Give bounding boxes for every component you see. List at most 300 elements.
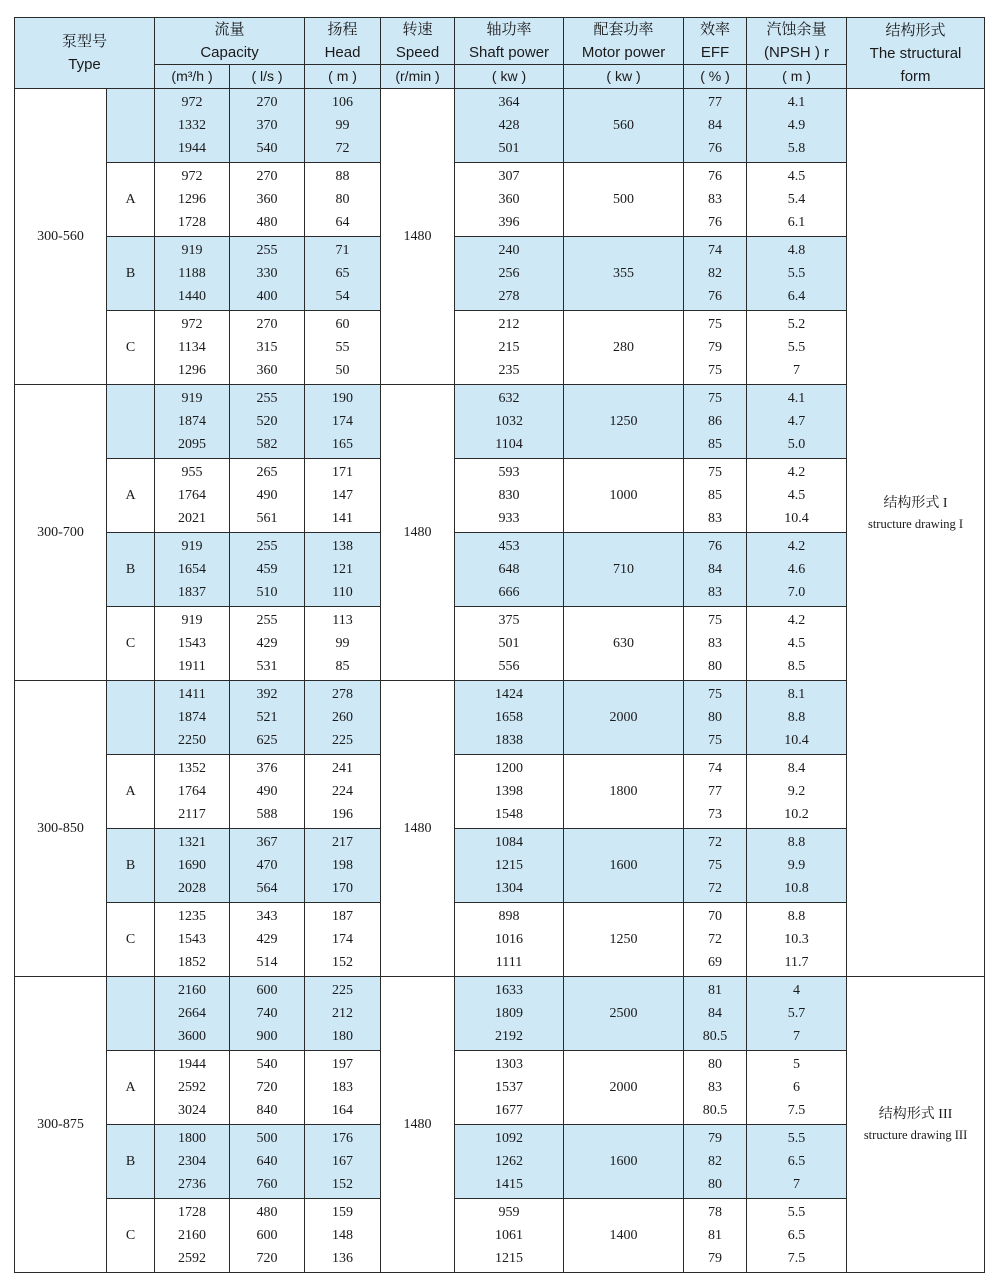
eff-unit: ( % )	[684, 65, 747, 89]
head-cell-value: 72	[335, 141, 350, 156]
capacity-m3h-cell	[155, 755, 230, 829]
eff-cell-value: 75	[708, 317, 723, 332]
npsh-cell	[747, 311, 847, 385]
shaft-power-cell	[455, 829, 564, 903]
capacity-ls-cell-value: 720	[256, 1251, 278, 1266]
shaft-power-cell-value: 1104	[495, 437, 523, 452]
capacity-m3h-cell	[155, 1051, 230, 1125]
eff-cell-value: 81	[708, 1228, 723, 1243]
shaft-power-cell-value: 375	[498, 613, 520, 628]
eff-cell-value: 82	[708, 1154, 723, 1169]
eff-cell-value: 80	[708, 1177, 723, 1192]
shaft-power-cell-value: 1262	[495, 1154, 524, 1169]
shaft-power-cell-value: 453	[498, 539, 520, 554]
shaft-power-cell-value: 1032	[495, 414, 524, 429]
npsh-cell-value: 10.3	[784, 932, 809, 947]
eff-cell-value: 86	[708, 414, 723, 429]
eff-cell-value: 74	[708, 243, 723, 258]
capacity-ls-cell-value: 540	[256, 1057, 278, 1072]
shaft-power-cell	[455, 755, 564, 829]
head-cell-value: 212	[332, 1006, 354, 1021]
capacity-ls-cell-value: 520	[256, 414, 278, 429]
shaft-power-cell-value: 1677	[495, 1103, 524, 1118]
shaft-power-unit: ( kw )	[455, 65, 564, 89]
npsh-cell-value: 8.8	[787, 835, 806, 850]
eff-cell	[684, 533, 747, 607]
capacity-m3h-cell-value: 955	[181, 465, 203, 480]
eff-cell-value: 75	[708, 687, 723, 702]
motor-power-cell: 1000	[564, 459, 684, 533]
shaft-power-cell-value: 1415	[495, 1177, 524, 1192]
motor-power-header: 配套功率 Motor power	[564, 18, 684, 65]
eff-cell-value: 83	[708, 1080, 723, 1095]
capacity-ls-cell-value: 561	[256, 511, 278, 526]
capacity-m3h-cell-value: 1654	[178, 562, 207, 577]
npsh-cell-value: 4.1	[787, 95, 806, 110]
eff-cell-value: 78	[708, 1205, 723, 1220]
npsh-cell-value: 10.4	[784, 511, 809, 526]
shaft-power-cell	[455, 311, 564, 385]
npsh-cell	[747, 829, 847, 903]
capacity-ls-cell-value: 360	[256, 363, 278, 378]
pump-type-cell: 300-700	[15, 385, 107, 681]
shaft-power-cell-value: 898	[498, 909, 520, 924]
head-cell-value: 174	[332, 414, 354, 429]
structure-cell	[847, 977, 985, 1273]
capacity-ls-cell-value: 900	[256, 1029, 278, 1044]
variant-suffix-cell: C	[107, 311, 155, 385]
capacity-m3h-cell	[155, 385, 230, 459]
npsh-cell-value: 6.1	[787, 215, 806, 230]
capacity-m3h-cell-value: 972	[181, 169, 203, 184]
variant-suffix-cell	[107, 681, 155, 755]
capacity-m3h-cell	[155, 311, 230, 385]
eff-cell-value: 75	[708, 465, 723, 480]
npsh-cell	[747, 89, 847, 163]
capacity-ls-cell-value: 255	[256, 391, 278, 406]
capacity-m3h-cell-value: 919	[181, 243, 203, 258]
capacity-ls-cell-value: 270	[256, 169, 278, 184]
capacity-m3h-cell-value: 1440	[178, 289, 207, 304]
speed-cell: 1480	[381, 681, 455, 977]
shaft-power-cell-value: 648	[498, 562, 520, 577]
shaft-power-cell-value: 240	[498, 243, 520, 258]
capacity-m3h-cell-value: 919	[181, 391, 203, 406]
head-cell-value: 197	[332, 1057, 354, 1072]
npsh-cell-value: 8.4	[787, 761, 806, 776]
capacity-m3h-cell-value: 1874	[178, 414, 207, 429]
eff-cell	[684, 385, 747, 459]
npsh-unit: ( m )	[747, 65, 847, 89]
head-cell-value: 167	[332, 1154, 354, 1169]
head-cell-value: 99	[335, 636, 350, 651]
capacity-m3h-cell-value: 1321	[178, 835, 207, 850]
eff-cell-value: 77	[708, 95, 723, 110]
capacity-m3h-cell-value: 1800	[178, 1131, 207, 1146]
shaft-power-cell	[455, 533, 564, 607]
variant-suffix-cell: C	[107, 903, 155, 977]
npsh-cell-value: 7	[793, 1029, 801, 1044]
capacity-ls-cell-value: 429	[256, 932, 278, 947]
eff-cell-value: 75	[708, 613, 723, 628]
head-cell	[305, 829, 381, 903]
npsh-cell-value: 7.5	[787, 1251, 806, 1266]
eff-cell-value: 79	[708, 1131, 723, 1146]
head-cell-value: 136	[332, 1251, 354, 1266]
capacity-m3h-cell-value: 1690	[178, 858, 207, 873]
shaft-power-cell-value: 666	[498, 585, 520, 600]
capacity-header: 流量 Capacity	[155, 18, 305, 65]
capacity-ls-cell	[230, 89, 305, 163]
head-cell-value: 147	[332, 488, 354, 503]
capacity-m3h-cell-value: 2304	[178, 1154, 207, 1169]
capacity-ls-cell-value: 480	[256, 215, 278, 230]
shaft-power-cell-value: 2192	[495, 1029, 524, 1044]
motor-power-cell: 2000	[564, 1051, 684, 1125]
npsh-cell-value: 4.2	[787, 539, 806, 554]
capacity-ls-cell-value: 315	[256, 340, 278, 355]
npsh-cell	[747, 459, 847, 533]
head-cell	[305, 755, 381, 829]
head-cell	[305, 607, 381, 681]
shaft-power-cell	[455, 237, 564, 311]
capacity-m3h-cell-value: 1852	[178, 955, 207, 970]
npsh-cell-value: 5.5	[787, 1205, 806, 1220]
eff-cell-value: 85	[708, 488, 723, 503]
npsh-cell	[747, 755, 847, 829]
capacity-ls-cell-value: 392	[256, 687, 278, 702]
head-cell-value: 88	[335, 169, 350, 184]
shaft-power-cell	[455, 385, 564, 459]
npsh-cell-value: 4.5	[787, 488, 806, 503]
head-cell-value: 110	[332, 585, 353, 600]
head-cell-value: 121	[332, 562, 354, 577]
head-cell	[305, 89, 381, 163]
capacity-ls-cell-value: 360	[256, 192, 278, 207]
shaft-power-cell-value: 1304	[495, 881, 524, 896]
npsh-cell-value: 4.7	[787, 414, 806, 429]
capacity-ls-cell-value: 270	[256, 317, 278, 332]
capacity-m3h-cell	[155, 533, 230, 607]
npsh-cell-value: 10.8	[784, 881, 809, 896]
capacity-ls-cell-value: 400	[256, 289, 278, 304]
capacity-m3h-cell	[155, 237, 230, 311]
capacity-ls-cell	[230, 385, 305, 459]
capacity-ls-cell	[230, 533, 305, 607]
eff-cell	[684, 1051, 747, 1125]
npsh-cell-value: 5.7	[787, 1006, 806, 1021]
variant-row	[15, 533, 985, 607]
variant-suffix-cell: A	[107, 1051, 155, 1125]
head-cell-value: 65	[335, 266, 350, 281]
eff-cell-value: 84	[708, 562, 723, 577]
variant-suffix-cell: B	[107, 1125, 155, 1199]
head-cell-value: 174	[332, 932, 354, 947]
shaft-power-cell-value: 307	[498, 169, 520, 184]
shaft-power-cell-value: 364	[498, 95, 520, 110]
head-cell	[305, 977, 381, 1051]
head-cell-value: 224	[332, 784, 354, 799]
eff-cell-value: 74	[708, 761, 723, 776]
eff-cell-value: 79	[708, 1251, 723, 1266]
shaft-power-cell-value: 1398	[495, 784, 524, 799]
npsh-cell-value: 8.5	[787, 659, 806, 674]
shaft-power-cell-value: 215	[498, 340, 520, 355]
head-cell	[305, 533, 381, 607]
npsh-cell-value: 9.2	[787, 784, 806, 799]
shaft-power-cell	[455, 459, 564, 533]
head-cell-value: 241	[332, 761, 354, 776]
head-cell-value: 152	[332, 955, 354, 970]
eff-cell-value: 84	[708, 1006, 723, 1021]
capacity-ls-cell	[230, 311, 305, 385]
eff-cell	[684, 607, 747, 681]
head-cell-value: 64	[335, 215, 350, 230]
head-cell-value: 225	[332, 983, 354, 998]
shaft-power-cell	[455, 1199, 564, 1273]
head-cell-value: 106	[332, 95, 354, 110]
npsh-cell-value: 4.5	[787, 636, 806, 651]
variant-row	[15, 681, 985, 755]
shaft-power-cell-value: 933	[498, 511, 520, 526]
shaft-power-cell-value: 959	[498, 1205, 520, 1220]
capacity-m3h-cell-value: 2160	[178, 983, 207, 998]
variant-row	[15, 459, 985, 533]
motor-power-cell: 630	[564, 607, 684, 681]
speed-header: 转速 Speed	[381, 18, 455, 65]
variant-row	[15, 1051, 985, 1125]
npsh-cell-value: 8.8	[787, 909, 806, 924]
eff-cell-value: 76	[708, 215, 723, 230]
head-cell-value: 187	[332, 909, 354, 924]
npsh-cell-value: 5.8	[787, 141, 806, 156]
capacity-m3h-cell-value: 2117	[178, 807, 206, 822]
capacity-m3h-cell-value: 1332	[178, 118, 207, 133]
eff-cell-value: 79	[708, 340, 723, 355]
capacity-ls-cell-value: 490	[256, 488, 278, 503]
structure-en-label: structure drawing III	[863, 1127, 968, 1142]
eff-cell-value: 70	[708, 909, 723, 924]
npsh-cell-value: 4.2	[787, 613, 806, 628]
capacity-m3h-cell	[155, 681, 230, 755]
shaft-power-cell	[455, 163, 564, 237]
npsh-cell-value: 7	[793, 363, 801, 378]
shaft-power-cell-value: 556	[498, 659, 520, 674]
eff-cell-value: 80	[708, 1057, 723, 1072]
capacity-m3h-cell	[155, 903, 230, 977]
npsh-cell-value: 7	[793, 1177, 801, 1192]
npsh-cell-value: 6.4	[787, 289, 806, 304]
capacity-m3h-cell-value: 1874	[178, 710, 207, 725]
capacity-ls-cell-value: 521	[256, 710, 278, 725]
eff-cell-value: 83	[708, 511, 723, 526]
capacity-m3h-cell	[155, 1125, 230, 1199]
eff-cell-value: 83	[708, 585, 723, 600]
head-cell-value: 138	[332, 539, 354, 554]
type-header: 泵型号 Type	[15, 18, 155, 89]
npsh-cell-value: 6.5	[787, 1154, 806, 1169]
capacity-ls-cell-value: 540	[256, 141, 278, 156]
npsh-cell-value: 10.2	[784, 807, 809, 822]
eff-cell	[684, 829, 747, 903]
eff-cell	[684, 1125, 747, 1199]
capacity-ls-cell	[230, 681, 305, 755]
npsh-cell-value: 7.0	[787, 585, 806, 600]
npsh-cell	[747, 977, 847, 1051]
capacity-m3h-cell-value: 1944	[178, 141, 207, 156]
capacity-m3h-cell-value: 2021	[178, 511, 207, 526]
head-cell-value: 141	[332, 511, 354, 526]
head-cell-value: 198	[332, 858, 354, 873]
motor-power-unit: ( kw )	[564, 65, 684, 89]
speed-unit: (r/min )	[381, 65, 455, 89]
capacity-ls-cell-value: 270	[256, 95, 278, 110]
variant-suffix-cell: A	[107, 755, 155, 829]
head-cell-value: 176	[332, 1131, 354, 1146]
head-cell-value: 54	[335, 289, 350, 304]
shaft-power-cell-value: 1092	[495, 1131, 524, 1146]
capacity-m3h-unit: (m³/h )	[155, 65, 230, 89]
eff-cell-value: 76	[708, 141, 723, 156]
capacity-m3h-cell-value: 2250	[178, 733, 207, 748]
pump-type-cell: 300-875	[15, 977, 107, 1273]
head-cell-value: 171	[332, 465, 354, 480]
shaft-power-header: 轴功率 Shaft power	[455, 18, 564, 65]
variant-suffix-cell: C	[107, 1199, 155, 1273]
shaft-power-cell-value: 1111	[495, 955, 523, 970]
eff-cell	[684, 903, 747, 977]
capacity-m3h-cell-value: 1543	[178, 932, 207, 947]
head-cell-value: 99	[335, 118, 350, 133]
shaft-power-cell-value: 1548	[495, 807, 524, 822]
variant-row	[15, 903, 985, 977]
shaft-power-cell-value: 212	[498, 317, 520, 332]
capacity-ls-cell	[230, 1199, 305, 1273]
capacity-m3h-cell	[155, 607, 230, 681]
head-cell-value: 80	[335, 192, 350, 207]
head-cell-value: 60	[335, 317, 350, 332]
motor-power-cell: 1800	[564, 755, 684, 829]
capacity-m3h-cell	[155, 977, 230, 1051]
capacity-m3h-cell-value: 1944	[178, 1057, 207, 1072]
capacity-m3h-cell-value: 2664	[178, 1006, 207, 1021]
capacity-m3h-cell-value: 1235	[178, 909, 207, 924]
shaft-power-cell-value: 1215	[495, 858, 524, 873]
motor-power-cell: 1600	[564, 829, 684, 903]
eff-cell-value: 80.5	[702, 1103, 728, 1118]
capacity-m3h-cell-value: 919	[181, 539, 203, 554]
capacity-ls-cell-value: 720	[256, 1080, 278, 1095]
npsh-cell-value: 4.1	[787, 391, 806, 406]
capacity-ls-cell-value: 255	[256, 613, 278, 628]
shaft-power-cell	[455, 607, 564, 681]
capacity-ls-cell-value: 510	[256, 585, 278, 600]
eff-cell-value: 72	[708, 835, 723, 850]
eff-cell-value: 76	[708, 289, 723, 304]
npsh-cell-value: 5.2	[787, 317, 806, 332]
eff-cell	[684, 459, 747, 533]
capacity-m3h-cell	[155, 163, 230, 237]
variant-row	[15, 829, 985, 903]
eff-cell-value: 72	[708, 932, 723, 947]
npsh-cell	[747, 1125, 847, 1199]
head-cell	[305, 459, 381, 533]
eff-cell-value: 83	[708, 192, 723, 207]
head-cell	[305, 1051, 381, 1125]
capacity-ls-cell	[230, 1051, 305, 1125]
shaft-power-cell	[455, 903, 564, 977]
eff-cell	[684, 1199, 747, 1273]
eff-cell-value: 75	[708, 363, 723, 378]
npsh-cell-value: 7.5	[787, 1103, 806, 1118]
motor-power-cell: 1400	[564, 1199, 684, 1273]
structure-header: 结构形式 The structural form	[847, 18, 985, 89]
npsh-cell-value: 5.5	[787, 1131, 806, 1146]
npsh-cell-value: 8.1	[787, 687, 806, 702]
variant-suffix-cell	[107, 977, 155, 1051]
head-cell-value: 85	[335, 659, 350, 674]
npsh-cell-value: 5.0	[787, 437, 806, 452]
npsh-cell-value: 6.5	[787, 1228, 806, 1243]
npsh-cell-value: 5.5	[787, 340, 806, 355]
variant-row	[15, 163, 985, 237]
capacity-m3h-cell-value: 3024	[178, 1103, 207, 1118]
npsh-cell-value: 4.2	[787, 465, 806, 480]
eff-cell-value: 80.5	[702, 1029, 728, 1044]
eff-cell	[684, 311, 747, 385]
capacity-ls-cell-value: 640	[256, 1154, 278, 1169]
npsh-cell-value: 5.5	[787, 266, 806, 281]
spec-table-body	[15, 89, 985, 1273]
variant-row	[15, 311, 985, 385]
head-cell-value: 170	[332, 881, 354, 896]
capacity-m3h-cell-value: 1837	[178, 585, 207, 600]
pump-spec-table	[14, 17, 985, 1273]
eff-cell-value: 76	[708, 539, 723, 554]
npsh-cell-value: 5.4	[787, 192, 806, 207]
head-cell-value: 278	[332, 687, 354, 702]
eff-cell-value: 77	[708, 784, 723, 799]
shaft-power-cell-value: 501	[498, 636, 520, 651]
shaft-power-cell	[455, 89, 564, 163]
shaft-power-cell-value: 1303	[495, 1057, 524, 1072]
head-cell-value: 196	[332, 807, 354, 822]
capacity-m3h-cell	[155, 459, 230, 533]
npsh-cell	[747, 903, 847, 977]
capacity-ls-cell-value: 429	[256, 636, 278, 651]
capacity-ls-cell-value: 514	[256, 955, 278, 970]
eff-cell	[684, 755, 747, 829]
capacity-ls-cell-value: 600	[256, 983, 278, 998]
capacity-m3h-cell-value: 1764	[178, 784, 207, 799]
shaft-power-cell-value: 1016	[495, 932, 524, 947]
motor-power-cell: 710	[564, 533, 684, 607]
capacity-m3h-cell-value: 2028	[178, 881, 207, 896]
shaft-power-cell-value: 1424	[495, 687, 524, 702]
eff-cell-value: 80	[708, 710, 723, 725]
head-cell-value: 55	[335, 340, 350, 355]
variant-row	[15, 385, 985, 459]
shaft-power-cell-value: 1658	[495, 710, 524, 725]
structure-cn-label: 结构形式 I	[883, 496, 948, 511]
shaft-power-cell	[455, 1125, 564, 1199]
speed-cell: 1480	[381, 977, 455, 1273]
speed-cell: 1480	[381, 89, 455, 385]
capacity-m3h-cell-value: 2736	[178, 1177, 207, 1192]
motor-power-cell: 355	[564, 237, 684, 311]
capacity-ls-cell-value: 370	[256, 118, 278, 133]
speed-cell: 1480	[381, 385, 455, 681]
